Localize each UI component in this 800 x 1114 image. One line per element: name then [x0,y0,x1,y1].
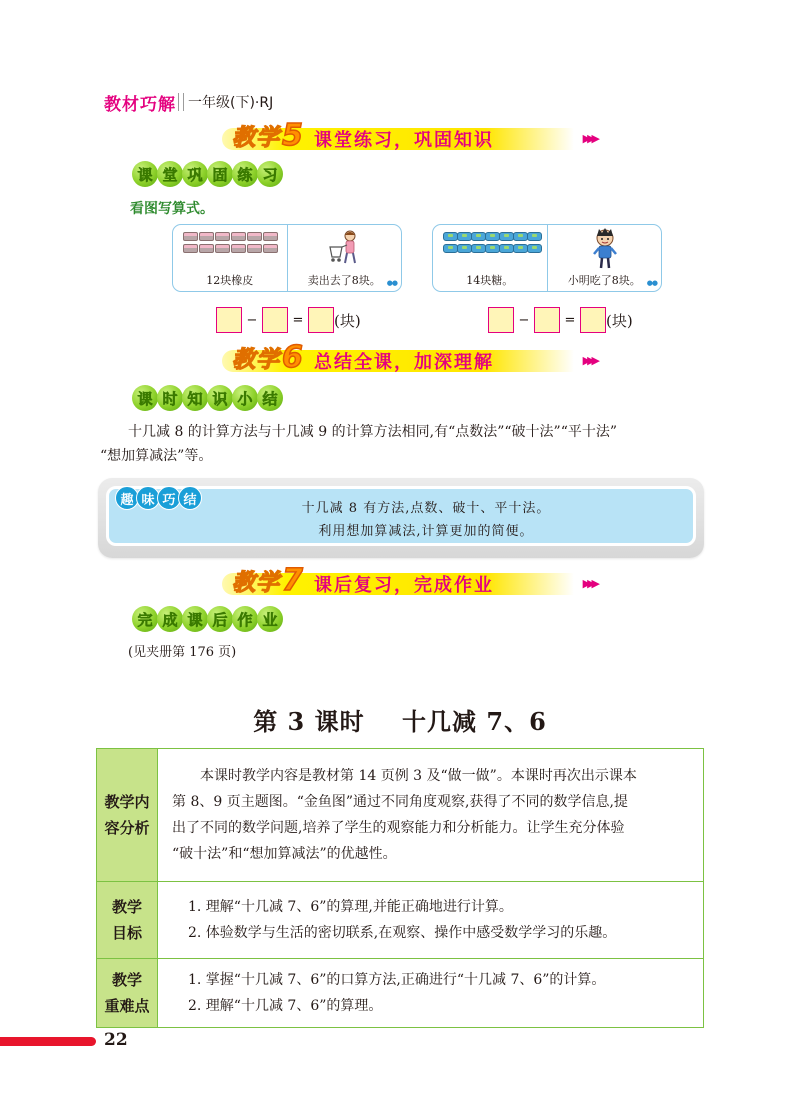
eraser-icon [199,244,214,253]
candy-icon [471,232,486,241]
content-line: 出了不同的数学问题,培养了学生的观察能力和分析能力。让学生充分体验 [172,820,625,836]
triple-arrow-icon: ▶▶▶ [582,354,596,367]
lesson-title: 第 3 课时 十几减 7、6 [253,707,547,736]
content-line: 1. 掌握“十几减 7、6”的口算方法,正确进行“十几减 7、6”的计算。 [188,972,606,988]
table-row [97,749,704,882]
fun-summary-panel [106,486,696,546]
card-caption: 14块糖。 [466,274,514,287]
table-row [97,959,704,1028]
content-line: 2. 体验数学与生活的密切联系,在观察、操作中感受数学学习的乐趣。 [188,925,617,941]
answer-box[interactable] [216,307,242,333]
subheading-char: 小 [232,385,258,411]
step-title: 总结全课，加深理解 [314,352,494,373]
candy-icon [527,232,542,241]
candy-icon [499,244,514,253]
eraser-icon [215,244,230,253]
candy-icon [513,232,528,241]
step-title: 课后复习，完成作业 [314,575,494,596]
step-number: 5 [282,118,304,153]
equals-sign: = [292,312,304,328]
rhyme-line: 利用想加算减法,计算更加的简便。 [318,524,534,539]
unit-label: (块) [606,311,633,330]
row-header [97,959,158,1028]
picture-card-candies [432,224,662,292]
content-line: 本课时教学内容是教材第 14 页例 3 及“做一做”。本课时再次出示课本 [200,768,637,784]
subheading-char: 课 [182,606,208,632]
equation-row-2 [488,306,633,334]
unit-label: (块) [334,311,361,330]
row-content [158,959,704,1028]
candy-icon [499,232,514,241]
subheading-char: 作 [232,606,258,632]
triple-arrow-icon: ▶▶▶ [582,577,596,590]
card-caption: 卖出去了8块。 [307,274,381,287]
eraser-icon [183,232,198,241]
subheading-practice [132,161,282,191]
picture-card-erasers [172,224,402,292]
subheading-char: 成 [157,606,183,632]
subheading-char: 习 [257,161,283,187]
eraser-icon [199,232,214,241]
row-header [97,749,158,882]
answer-box[interactable] [488,307,514,333]
row-header-line: 重难点 [104,997,150,1015]
candy-icon [485,232,500,241]
candy-icon [527,244,542,253]
answer-box[interactable] [580,307,606,333]
step5-banner [222,120,596,156]
step-number: 7 [282,563,304,598]
eraser-icon [215,232,230,241]
summary-paragraph [100,420,710,468]
card-right-panel [547,225,662,291]
eraser-icon [231,244,246,253]
candy-icon [513,244,528,253]
subheading-char: 后 [207,606,233,632]
book-grade: 一年级(下)·RJ [188,95,274,111]
minus-sign: − [518,312,530,328]
subheading-char: 结 [257,385,283,411]
fun-summary-box [98,478,704,558]
row-header-line: 教学内 [104,793,150,811]
equation-row-1 [216,306,361,334]
homework-reference: (见夹册第 176 页) [128,645,237,660]
card-right-panel [287,225,402,291]
candy-icon [457,232,472,241]
subheading-char: 固 [207,161,233,187]
page-number-bar [0,1037,96,1046]
step-label: 教学6 [232,340,304,375]
subheading-homework [132,606,282,636]
step7-banner [222,565,596,601]
card-caption: 小明吃了8块。 [567,274,641,287]
candy-icon [443,244,458,253]
card-left-panel [433,225,547,291]
book-title: 教材巧解 [104,94,176,115]
card-corner-dots: ●● [646,279,657,287]
page-number: 22 [104,1030,128,1050]
minus-sign: − [246,312,258,328]
label-char: 巧 [157,486,181,510]
subheading-char: 知 [182,385,208,411]
row-content [158,882,704,959]
candy-icon [485,244,500,253]
eraser-icon-group [183,232,277,253]
answer-box[interactable] [534,307,560,333]
step-label: 教学5 [232,118,304,153]
label-char: 味 [136,486,160,510]
subheading-char: 识 [207,385,233,411]
row-header-line: 教学 [111,971,142,989]
row-content [158,749,704,882]
eraser-icon [263,244,278,253]
triple-arrow-icon: ▶▶▶ [582,132,596,145]
candy-icon [443,232,458,241]
exercise-instruction: 看图写算式。 [130,201,214,217]
step-title: 课堂练习，巩固知识 [314,130,494,151]
equals-sign: = [564,312,576,328]
lesson-plan-table [96,748,704,1028]
label-char: 结 [178,486,202,510]
label-char: 趣 [115,486,139,510]
subheading-char: 业 [257,606,283,632]
subheading-char: 完 [132,606,158,632]
header-divider [178,93,184,111]
eraser-icon [183,244,198,253]
card-caption: 12块橡皮 [206,274,254,287]
step-label: 教学7 [232,563,304,598]
card-corner-dots: ●● [386,279,397,287]
rhyme-line: 十几减 8 有方法,点数、破十、平十法。 [301,501,551,516]
eraser-icon [231,232,246,241]
subheading-char: 课 [132,385,158,411]
candy-icon [471,244,486,253]
candy-icon [457,244,472,253]
fun-summary-text [109,497,693,543]
content-line: 2. 理解“十几减 7、6”的算理。 [188,998,383,1014]
content-line: 1. 理解“十几减 7、6”的算理,并能正确地进行计算。 [188,899,513,915]
content-line: 第 8、9 页主题图。“金鱼图”通过不同角度观察,获得了不同的数学信息,提 [172,794,628,810]
subheading-char: 课 [132,161,158,187]
subheading-char: 堂 [157,161,183,187]
card-left-panel [173,225,287,291]
row-header-line: 教学 [111,898,142,916]
table-row [97,882,704,959]
eraser-icon [263,232,278,241]
eraser-icon [247,232,262,241]
answer-box[interactable] [308,307,334,333]
shopper-icon [328,229,362,269]
row-header [97,882,158,959]
subheading-char: 巩 [182,161,208,187]
summary-line: “想加算减法”等。 [100,448,213,464]
step-number: 6 [282,340,304,375]
candy-icon-group [443,232,540,253]
row-header-line: 容分析 [104,819,150,837]
subheading-summary [132,385,282,415]
running-header [104,90,273,114]
row-header-line: 目标 [111,924,142,942]
answer-box[interactable] [262,307,288,333]
subheading-char: 练 [232,161,258,187]
content-line: “破十法”和“想加算减法”的优越性。 [172,846,397,862]
step6-banner [222,342,596,378]
summary-line: 十几减 8 的计算方法与十几减 9 的计算方法相同,有“点数法”“破十法”“平十法” [128,424,618,440]
subheading-char: 时 [157,385,183,411]
eraser-icon [247,244,262,253]
boy-icon [590,228,620,270]
